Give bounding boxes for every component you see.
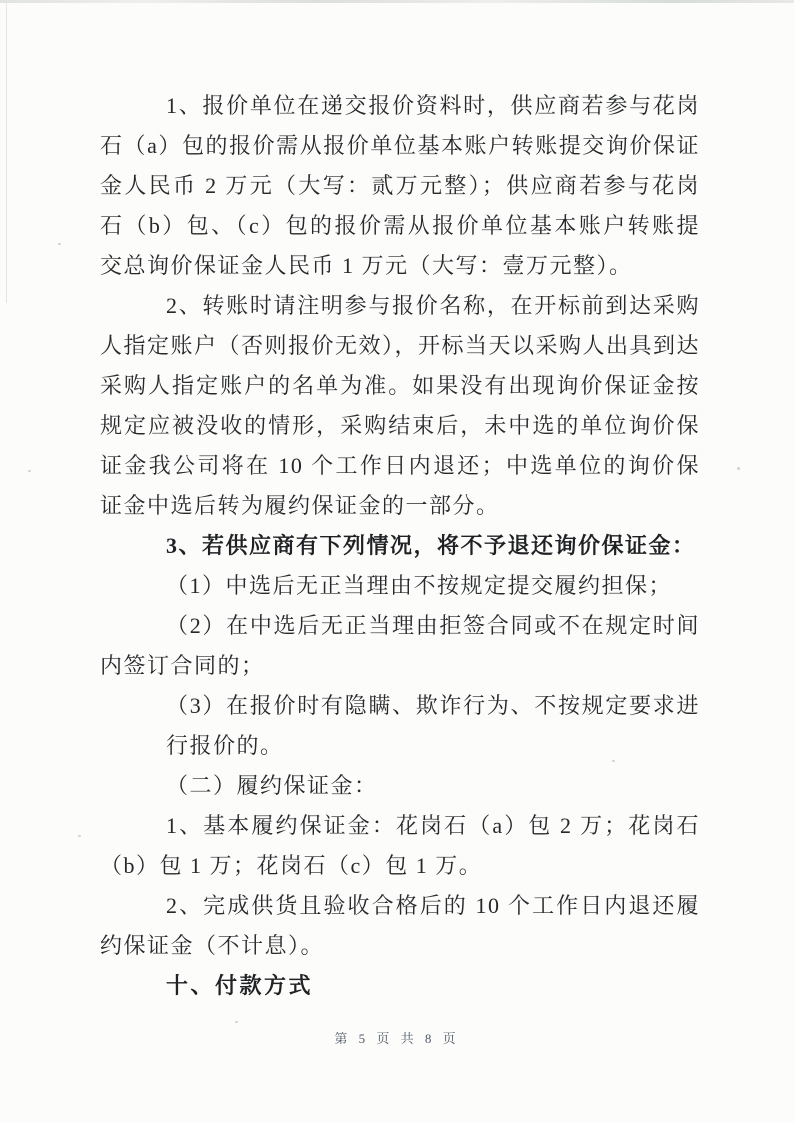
- paragraph-performance-bond-heading: （二）履约保证金：: [166, 773, 378, 798]
- paragraph-inquiry-deposit-1: 1、报价单位在递交报价资料时，供应商若参与花岗石（a）包的报价需从报价单位基本账户转账提交询价保证金人民币 2 万元（大写：贰万元整）；供应商若参与花岗石（b）包、（c）包的报价需从报价单位基本账户转账提交总询价保证金人民币 1 万元（大写：壹万元整）。: [100, 93, 700, 278]
- paragraph-performance-bond-2: 2、完成供货且验收合格后的 10 个工作日内退还履约保证金（不计息）。: [100, 893, 700, 958]
- paragraph-inquiry-deposit-2: 2、转账时请注明参与报价名称，在开标前到达采购人指定账户（否则报价无效），开标当天以采购人出具到达采购人指定账户的名单为准。如果没有出现询价保证金按规定应被没收的情形，采购结束后，未中选的单位询价保证金我公司将在 10 个工作日内退还；中选单位的询价保证金中选后转为履约保证金的一部分。: [100, 293, 701, 518]
- scan-speck: [737, 467, 740, 470]
- scan-edge-artifact-top: [0, 0, 794, 3]
- scan-speck: [58, 243, 61, 245]
- scan-speck: [28, 470, 31, 472]
- section-heading-payment-method: 十、付款方式: [166, 973, 314, 998]
- scan-speck: [78, 835, 81, 837]
- paragraph-inquiry-deposit-3: 3、若供应商有下列情况，将不予退还询价保证金：: [166, 533, 696, 558]
- document-body: [100, 86, 700, 1006]
- paragraph-performance-bond-1: 1、基本履约保证金：花岗石（a）包 2 万；花岗石（b）包 1 万；花岗石（c）包 1 万。: [100, 813, 700, 878]
- scan-edge-artifact-left: [6, 3, 7, 303]
- paragraph-forfeit-case-2: （2）在中选后无正当理由拒签合同或不在规定时间内签订合同的；: [100, 613, 700, 678]
- paragraph-forfeit-case-3: （3）在报价时有隐瞒、欺诈行为、不按规定要求进行报价的。: [166, 693, 700, 758]
- paragraph-forfeit-case-1: （1）中选后无正当理由不按规定提交履约担保；: [166, 573, 673, 598]
- scan-speck: [235, 1021, 238, 1023]
- page-number-footer: 第 5 页 共 8 页: [334, 1031, 460, 1046]
